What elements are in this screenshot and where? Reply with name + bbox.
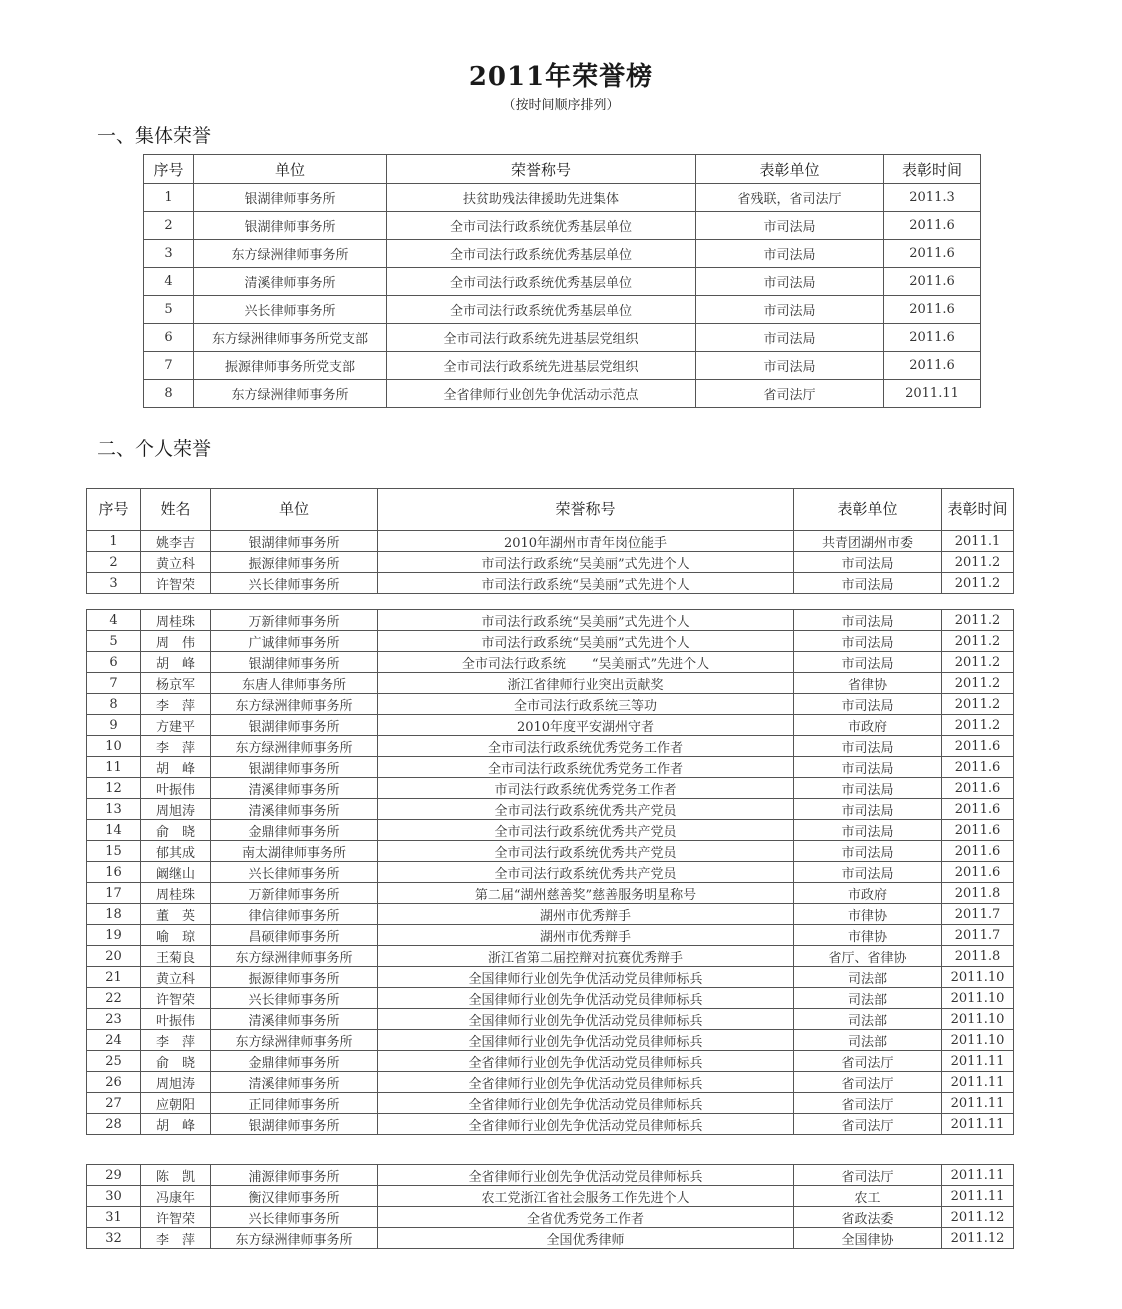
col-awarder: 市司法局 bbox=[794, 820, 942, 841]
col-date: 2011.2 bbox=[942, 694, 1014, 715]
col-unit: 兴长律师事务所 bbox=[194, 296, 387, 324]
col-index: 24 bbox=[87, 1030, 141, 1051]
table-row bbox=[87, 1093, 1014, 1114]
col-awarder: 省司法厅 bbox=[794, 1051, 942, 1072]
table-row bbox=[144, 240, 981, 268]
col-honor: 全省律师行业创先争优活动党员律师标兵 bbox=[378, 1072, 794, 1093]
table-header-row bbox=[87, 489, 1014, 531]
col-index: 3 bbox=[144, 240, 194, 268]
col-awarder: 市司法局 bbox=[794, 573, 942, 594]
col-date: 2011.2 bbox=[942, 573, 1014, 594]
col-honor: 浙江省律师行业突出贡献奖 bbox=[378, 673, 794, 694]
col-index: 16 bbox=[87, 862, 141, 883]
col-awarder: 市司法局 bbox=[794, 862, 942, 883]
col-date: 2011.3 bbox=[884, 184, 981, 212]
col-date: 2011.2 bbox=[942, 673, 1014, 694]
col-awarder: 市司法局 bbox=[794, 552, 942, 573]
table-row bbox=[87, 1030, 1014, 1051]
table-row bbox=[87, 862, 1014, 883]
col-awarder: 农工 bbox=[794, 1186, 942, 1207]
table-row bbox=[87, 573, 1014, 594]
col-date: 2011.6 bbox=[884, 324, 981, 352]
col-unit: 兴长律师事务所 bbox=[211, 573, 378, 594]
col-honor: 全市司法行政系统先进基层党组织 bbox=[387, 324, 696, 352]
table-row bbox=[144, 296, 981, 324]
col-honor: 市司法行政系统“吴美丽”式先进个人 bbox=[378, 552, 794, 573]
col-unit: 清溪律师事务所 bbox=[211, 799, 378, 820]
table-row bbox=[87, 1072, 1014, 1093]
col-unit: 清溪律师事务所 bbox=[194, 268, 387, 296]
col-date: 2011.2 bbox=[942, 715, 1014, 736]
col-unit: 清溪律师事务所 bbox=[211, 1072, 378, 1093]
col-unit: 东方绿洲律师事务所 bbox=[211, 694, 378, 715]
col-unit: 广诚律师事务所 bbox=[211, 631, 378, 652]
table-row bbox=[87, 1009, 1014, 1030]
col-index: 18 bbox=[87, 904, 141, 925]
col-honor: 2010年湖州市青年岗位能手 bbox=[378, 531, 794, 552]
table-row bbox=[87, 1207, 1014, 1228]
col-date: 2011.6 bbox=[884, 352, 981, 380]
col-awarder: 共青团湖州市委 bbox=[794, 531, 942, 552]
col-awarder: 市司法局 bbox=[794, 757, 942, 778]
col-awarder: 市司法局 bbox=[794, 694, 942, 715]
table-row bbox=[144, 380, 981, 408]
col-name: 俞 晓 bbox=[141, 820, 211, 841]
header-col-unit: 单位 bbox=[211, 489, 378, 531]
col-honor: 浙江省第二届控辩对抗赛优秀辩手 bbox=[378, 946, 794, 967]
col-name: 应朝阳 bbox=[141, 1093, 211, 1114]
header-col-date: 表彰时间 bbox=[942, 489, 1014, 531]
col-name: 方建平 bbox=[141, 715, 211, 736]
col-unit: 银湖律师事务所 bbox=[211, 531, 378, 552]
col-honor: 全国律师行业创先争优活动党员律师标兵 bbox=[378, 1030, 794, 1051]
col-unit: 银湖律师事务所 bbox=[194, 212, 387, 240]
col-index: 4 bbox=[87, 610, 141, 631]
col-honor: 第二届“湖州慈善奖”慈善服务明星称号 bbox=[378, 883, 794, 904]
col-awarder: 市司法局 bbox=[696, 240, 884, 268]
table-row bbox=[87, 820, 1014, 841]
col-awarder: 省政法委 bbox=[794, 1207, 942, 1228]
table-row bbox=[87, 1114, 1014, 1135]
col-awarder: 省司法厅 bbox=[794, 1165, 942, 1186]
col-date: 2011.11 bbox=[942, 1051, 1014, 1072]
col-unit: 浦源律师事务所 bbox=[211, 1165, 378, 1186]
col-unit: 律信律师事务所 bbox=[211, 904, 378, 925]
col-name: 周桂珠 bbox=[141, 610, 211, 631]
col-unit: 银湖律师事务所 bbox=[211, 1114, 378, 1135]
col-index: 10 bbox=[87, 736, 141, 757]
col-index: 1 bbox=[87, 531, 141, 552]
col-date: 2011.6 bbox=[884, 268, 981, 296]
col-honor: 2010年度平安湖州守者 bbox=[378, 715, 794, 736]
individual-honors-table-continued bbox=[86, 609, 1014, 1135]
col-date: 2011.8 bbox=[942, 946, 1014, 967]
col-honor: 全市司法行政系统先进基层党组织 bbox=[387, 352, 696, 380]
table-row bbox=[87, 552, 1014, 573]
col-honor: 市司法行政系统“吴美丽”式先进个人 bbox=[378, 610, 794, 631]
col-index: 25 bbox=[87, 1051, 141, 1072]
col-honor: 市司法行政系统优秀党务工作者 bbox=[378, 778, 794, 799]
col-unit: 振源律师事务所 bbox=[211, 967, 378, 988]
col-date: 2011.10 bbox=[942, 1009, 1014, 1030]
col-unit: 南太湖律师事务所 bbox=[211, 841, 378, 862]
col-honor: 全省律师行业创先争优活动党员律师标兵 bbox=[378, 1165, 794, 1186]
col-awarder: 市司法局 bbox=[696, 212, 884, 240]
table-row bbox=[87, 841, 1014, 862]
col-date: 2011.6 bbox=[942, 862, 1014, 883]
col-index: 5 bbox=[144, 296, 194, 324]
col-honor: 全市司法行政系统优秀基层单位 bbox=[387, 240, 696, 268]
col-awarder: 市政府 bbox=[794, 883, 942, 904]
col-name: 阚继山 bbox=[141, 862, 211, 883]
col-unit: 东方绿洲律师事务所 bbox=[211, 946, 378, 967]
col-awarder: 市律协 bbox=[794, 925, 942, 946]
col-awarder: 省司法厅 bbox=[794, 1072, 942, 1093]
col-index: 17 bbox=[87, 883, 141, 904]
col-date: 2011.12 bbox=[942, 1207, 1014, 1228]
col-unit: 东唐人律师事务所 bbox=[211, 673, 378, 694]
col-index: 8 bbox=[87, 694, 141, 715]
table-header-row bbox=[144, 155, 981, 184]
table-row bbox=[87, 799, 1014, 820]
col-awarder: 省司法厅 bbox=[794, 1114, 942, 1135]
col-index: 15 bbox=[87, 841, 141, 862]
table-row bbox=[144, 212, 981, 240]
col-index: 6 bbox=[144, 324, 194, 352]
col-awarder: 省律协 bbox=[794, 673, 942, 694]
col-unit: 银湖律师事务所 bbox=[211, 652, 378, 673]
header-col-unit: 单位 bbox=[194, 155, 387, 184]
col-index: 7 bbox=[144, 352, 194, 380]
col-index: 20 bbox=[87, 946, 141, 967]
col-unit: 衡汉律师事务所 bbox=[211, 1186, 378, 1207]
table-row bbox=[87, 531, 1014, 552]
col-name: 李 萍 bbox=[141, 1030, 211, 1051]
col-unit: 东方绿洲律师事务所 bbox=[194, 240, 387, 268]
header-col-index: 序号 bbox=[144, 155, 194, 184]
col-name: 周旭涛 bbox=[141, 799, 211, 820]
col-unit: 兴长律师事务所 bbox=[211, 988, 378, 1009]
col-honor: 全市司法行政系统优秀共产党员 bbox=[378, 862, 794, 883]
col-name: 周 伟 bbox=[141, 631, 211, 652]
individual-honors-table bbox=[86, 488, 1014, 594]
col-honor: 全省律师行业创先争优活动示范点 bbox=[387, 380, 696, 408]
col-index: 2 bbox=[144, 212, 194, 240]
col-awarder: 市司法局 bbox=[794, 778, 942, 799]
col-unit: 昌硕律师事务所 bbox=[211, 925, 378, 946]
col-index: 6 bbox=[87, 652, 141, 673]
col-index: 3 bbox=[87, 573, 141, 594]
col-date: 2011.2 bbox=[942, 652, 1014, 673]
col-name: 黄立科 bbox=[141, 552, 211, 573]
col-unit: 振源律师事务所党支部 bbox=[194, 352, 387, 380]
col-name: 俞 晓 bbox=[141, 1051, 211, 1072]
col-date: 2011.6 bbox=[942, 736, 1014, 757]
col-awarder: 市司法局 bbox=[696, 352, 884, 380]
table-row bbox=[87, 715, 1014, 736]
col-name: 周桂珠 bbox=[141, 883, 211, 904]
col-awarder: 省厅、省律协 bbox=[794, 946, 942, 967]
col-date: 2011.11 bbox=[942, 1072, 1014, 1093]
col-awarder: 市司法局 bbox=[696, 296, 884, 324]
col-date: 2011.2 bbox=[942, 552, 1014, 573]
col-honor: 扶贫助残法律援助先进集体 bbox=[387, 184, 696, 212]
col-unit: 万新律师事务所 bbox=[211, 610, 378, 631]
col-unit: 万新律师事务所 bbox=[211, 883, 378, 904]
col-name: 胡 峰 bbox=[141, 1114, 211, 1135]
table-row bbox=[87, 610, 1014, 631]
col-honor: 全市司法行政系统优秀党务工作者 bbox=[378, 757, 794, 778]
col-date: 2011.1 bbox=[942, 531, 1014, 552]
col-unit: 东方绿洲律师事务所党支部 bbox=[194, 324, 387, 352]
table-row bbox=[144, 352, 981, 380]
col-awarder: 市司法局 bbox=[696, 268, 884, 296]
col-name: 许智荣 bbox=[141, 1207, 211, 1228]
col-name: 姚李吉 bbox=[141, 531, 211, 552]
header-col-index: 序号 bbox=[87, 489, 141, 531]
col-awarder: 市律协 bbox=[794, 904, 942, 925]
col-honor: 全省律师行业创先争优活动党员律师标兵 bbox=[378, 1093, 794, 1114]
table-row bbox=[87, 673, 1014, 694]
col-name: 冯康年 bbox=[141, 1186, 211, 1207]
col-index: 26 bbox=[87, 1072, 141, 1093]
col-date: 2011.11 bbox=[942, 1093, 1014, 1114]
col-name: 陈 凯 bbox=[141, 1165, 211, 1186]
col-date: 2011.2 bbox=[942, 631, 1014, 652]
table-row bbox=[87, 1228, 1014, 1249]
col-date: 2011.6 bbox=[942, 841, 1014, 862]
col-awarder: 市司法局 bbox=[794, 841, 942, 862]
col-index: 4 bbox=[144, 268, 194, 296]
col-name: 叶振伟 bbox=[141, 1009, 211, 1030]
header-col-honor: 荣誉称号 bbox=[387, 155, 696, 184]
col-honor: 全市司法行政系统优秀共产党员 bbox=[378, 820, 794, 841]
col-awarder: 市司法局 bbox=[794, 799, 942, 820]
col-index: 21 bbox=[87, 967, 141, 988]
table-row bbox=[87, 694, 1014, 715]
table-row bbox=[87, 988, 1014, 1009]
individual-honors-table-continued-2 bbox=[86, 1164, 1014, 1249]
col-index: 11 bbox=[87, 757, 141, 778]
col-name: 李 萍 bbox=[141, 1228, 211, 1249]
col-awarder: 省司法厅 bbox=[794, 1093, 942, 1114]
col-name: 李 萍 bbox=[141, 736, 211, 757]
col-honor: 全省优秀党务工作者 bbox=[378, 1207, 794, 1228]
col-date: 2011.11 bbox=[942, 1114, 1014, 1135]
col-honor: 全国律师行业创先争优活动党员律师标兵 bbox=[378, 988, 794, 1009]
col-honor: 湖州市优秀辩手 bbox=[378, 925, 794, 946]
table-row bbox=[87, 652, 1014, 673]
col-name: 黄立科 bbox=[141, 967, 211, 988]
table-row bbox=[87, 946, 1014, 967]
col-honor: 全国律师行业创先争优活动党员律师标兵 bbox=[378, 1009, 794, 1030]
col-unit: 银湖律师事务所 bbox=[211, 757, 378, 778]
col-awarder: 市政府 bbox=[794, 715, 942, 736]
col-awarder: 市司法局 bbox=[794, 610, 942, 631]
col-unit: 银湖律师事务所 bbox=[194, 184, 387, 212]
col-date: 2011.6 bbox=[884, 212, 981, 240]
table-row bbox=[87, 1051, 1014, 1072]
col-unit: 银湖律师事务所 bbox=[211, 715, 378, 736]
col-index: 27 bbox=[87, 1093, 141, 1114]
table-row bbox=[87, 967, 1014, 988]
col-date: 2011.10 bbox=[942, 988, 1014, 1009]
col-date: 2011.6 bbox=[942, 757, 1014, 778]
col-unit: 兴长律师事务所 bbox=[211, 862, 378, 883]
table-row bbox=[87, 631, 1014, 652]
col-index: 8 bbox=[144, 380, 194, 408]
col-unit: 东方绿洲律师事务所 bbox=[211, 1228, 378, 1249]
col-date: 2011.8 bbox=[942, 883, 1014, 904]
col-date: 2011.6 bbox=[942, 820, 1014, 841]
col-honor: 全市司法行政系统 “吴美丽式”先进个人 bbox=[378, 652, 794, 673]
col-awarder: 省司法厅 bbox=[696, 380, 884, 408]
col-honor: 市司法行政系统“吴美丽”式先进个人 bbox=[378, 573, 794, 594]
col-unit: 东方绿洲律师事务所 bbox=[194, 380, 387, 408]
col-honor: 农工党浙江省社会服务工作先进个人 bbox=[378, 1186, 794, 1207]
col-name: 许智荣 bbox=[141, 988, 211, 1009]
col-honor: 全省律师行业创先争优活动党员律师标兵 bbox=[378, 1051, 794, 1072]
col-date: 2011.6 bbox=[884, 296, 981, 324]
header-col-honor: 荣誉称号 bbox=[378, 489, 794, 531]
header-col-awarder: 表彰单位 bbox=[696, 155, 884, 184]
col-name: 杨京军 bbox=[141, 673, 211, 694]
col-date: 2011.10 bbox=[942, 967, 1014, 988]
header-col-name: 姓名 bbox=[141, 489, 211, 531]
col-name: 胡 峰 bbox=[141, 757, 211, 778]
col-date: 2011.12 bbox=[942, 1228, 1014, 1249]
col-index: 9 bbox=[87, 715, 141, 736]
table-row bbox=[87, 904, 1014, 925]
col-name: 许智荣 bbox=[141, 573, 211, 594]
section-heading-collective: 一、集体荣誉 bbox=[97, 125, 212, 147]
col-unit: 兴长律师事务所 bbox=[211, 1207, 378, 1228]
col-date: 2011.11 bbox=[942, 1165, 1014, 1186]
col-honor: 全市司法行政系统优秀基层单位 bbox=[387, 212, 696, 240]
col-awarder: 司法部 bbox=[794, 988, 942, 1009]
col-unit: 振源律师事务所 bbox=[211, 552, 378, 573]
col-index: 22 bbox=[87, 988, 141, 1009]
col-date: 2011.2 bbox=[942, 610, 1014, 631]
table-row bbox=[87, 778, 1014, 799]
col-index: 7 bbox=[87, 673, 141, 694]
col-honor: 湖州市优秀辩手 bbox=[378, 904, 794, 925]
col-awarder: 市司法局 bbox=[794, 631, 942, 652]
col-date: 2011.11 bbox=[884, 380, 981, 408]
col-date: 2011.6 bbox=[942, 778, 1014, 799]
col-honor: 全市司法行政系统三等功 bbox=[378, 694, 794, 715]
col-awarder: 市司法局 bbox=[794, 652, 942, 673]
col-awarder: 全国律协 bbox=[794, 1228, 942, 1249]
col-awarder: 市司法局 bbox=[696, 324, 884, 352]
table-row bbox=[144, 324, 981, 352]
col-honor: 全市司法行政系统优秀基层单位 bbox=[387, 268, 696, 296]
col-awarder: 市司法局 bbox=[794, 736, 942, 757]
table-row bbox=[87, 1165, 1014, 1186]
col-index: 13 bbox=[87, 799, 141, 820]
col-date: 2011.7 bbox=[942, 925, 1014, 946]
col-honor: 全市司法行政系统优秀共产党员 bbox=[378, 799, 794, 820]
col-index: 30 bbox=[87, 1186, 141, 1207]
col-unit: 正同律师事务所 bbox=[211, 1093, 378, 1114]
col-name: 王菊良 bbox=[141, 946, 211, 967]
collective-honors-table bbox=[143, 154, 981, 408]
col-unit: 金鼎律师事务所 bbox=[211, 1051, 378, 1072]
col-index: 28 bbox=[87, 1114, 141, 1135]
col-awarder: 司法部 bbox=[794, 967, 942, 988]
col-honor: 市司法行政系统“吴美丽”式先进个人 bbox=[378, 631, 794, 652]
col-name: 李 萍 bbox=[141, 694, 211, 715]
table-row bbox=[87, 925, 1014, 946]
header-col-awarder: 表彰单位 bbox=[794, 489, 942, 531]
header-col-date: 表彰时间 bbox=[884, 155, 981, 184]
col-name: 喻 琼 bbox=[141, 925, 211, 946]
col-name: 郁其成 bbox=[141, 841, 211, 862]
col-date: 2011.11 bbox=[942, 1186, 1014, 1207]
col-honor: 全市司法行政系统优秀党务工作者 bbox=[378, 736, 794, 757]
col-index: 19 bbox=[87, 925, 141, 946]
col-awarder: 司法部 bbox=[794, 1030, 942, 1051]
col-date: 2011.6 bbox=[884, 240, 981, 268]
col-unit: 清溪律师事务所 bbox=[211, 1009, 378, 1030]
col-date: 2011.10 bbox=[942, 1030, 1014, 1051]
col-unit: 清溪律师事务所 bbox=[211, 778, 378, 799]
table-row bbox=[87, 757, 1014, 778]
col-unit: 金鼎律师事务所 bbox=[211, 820, 378, 841]
page-subtitle: （按时间顺序排列） bbox=[502, 98, 620, 113]
table-row bbox=[144, 184, 981, 212]
col-honor: 全市司法行政系统优秀基层单位 bbox=[387, 296, 696, 324]
col-index: 29 bbox=[87, 1165, 141, 1186]
col-index: 12 bbox=[87, 778, 141, 799]
col-index: 31 bbox=[87, 1207, 141, 1228]
col-name: 胡 峰 bbox=[141, 652, 211, 673]
col-honor: 全国优秀律师 bbox=[378, 1228, 794, 1249]
col-date: 2011.6 bbox=[942, 799, 1014, 820]
col-awarder: 司法部 bbox=[794, 1009, 942, 1030]
col-unit: 东方绿洲律师事务所 bbox=[211, 736, 378, 757]
col-awarder: 省残联，省司法厅 bbox=[696, 184, 884, 212]
col-honor: 全市司法行政系统优秀共产党员 bbox=[378, 841, 794, 862]
col-unit: 东方绿洲律师事务所 bbox=[211, 1030, 378, 1051]
col-index: 2 bbox=[87, 552, 141, 573]
col-index: 5 bbox=[87, 631, 141, 652]
col-index: 32 bbox=[87, 1228, 141, 1249]
col-honor: 全国律师行业创先争优活动党员律师标兵 bbox=[378, 967, 794, 988]
col-index: 1 bbox=[144, 184, 194, 212]
table-row bbox=[87, 1186, 1014, 1207]
col-index: 23 bbox=[87, 1009, 141, 1030]
table-row bbox=[87, 736, 1014, 757]
col-date: 2011.7 bbox=[942, 904, 1014, 925]
table-row bbox=[144, 268, 981, 296]
col-name: 叶振伟 bbox=[141, 778, 211, 799]
page-title: 2011年荣誉榜 bbox=[468, 62, 654, 92]
col-name: 董 英 bbox=[141, 904, 211, 925]
col-name: 周旭涛 bbox=[141, 1072, 211, 1093]
col-honor: 全省律师行业创先争优活动党员律师标兵 bbox=[378, 1114, 794, 1135]
table-row bbox=[87, 883, 1014, 904]
col-index: 14 bbox=[87, 820, 141, 841]
section-heading-individual: 二、个人荣誉 bbox=[97, 438, 212, 460]
